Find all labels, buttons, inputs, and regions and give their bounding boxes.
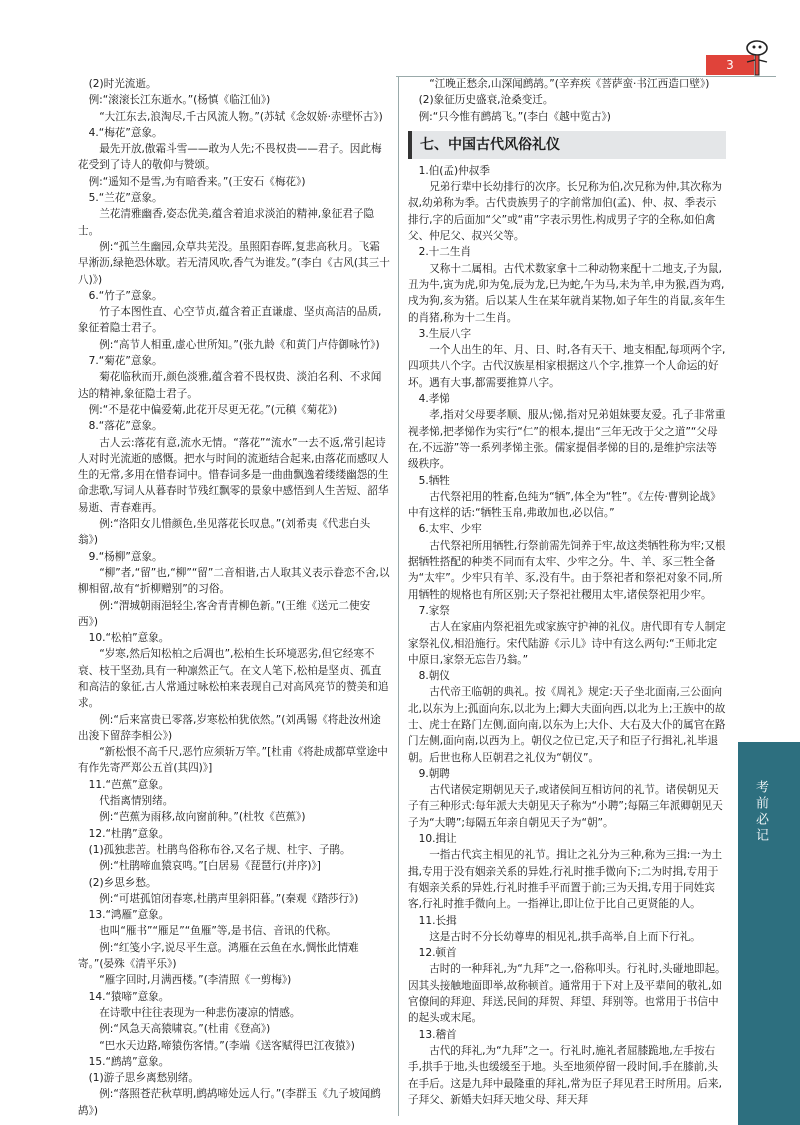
paragraph: 又称十二属相。古代术数家拿十二种动物来配十二地支,子为鼠,丑为牛,寅为虎,卯为兔,辰为龙,巳为蛇,午为马,未为羊,申为猴,酉为鸡,戌为狗,亥为猪。后以某人生在某年就肖某物,如子年生的肖鼠,亥年生的肖猪,称为十二生肖。 [408, 262, 726, 324]
paragraph: 代指离情别绪。 [99, 795, 174, 808]
paragraph: 古代的拜礼,为“九拜”之一。行礼时,施礼者屈膝跪地,左手按右手,拱手于地,头也缓缓至于地。头至地须停留一段时间,手在膝前,头在手后。这是九拜中最隆重的拜礼,常为臣子拜见君王时所用。后来,子拜父、新婚夫妇拜天地父母、拜天拜 [408, 1044, 722, 1106]
sub-heading: 2.十二生肖 [418, 246, 472, 259]
page-number: 3 [706, 55, 754, 75]
paragraph: 8.“落花”意象。 [88, 420, 163, 433]
paragraph: 13.“鸿雁”意象。 [88, 909, 170, 922]
paragraph: 例:“遥知不是雪,为有暗香来。”(王安石《梅花》) [88, 175, 306, 188]
paragraph: 菊花临秋而开,颜色淡雅,蕴含着不畏权贵、淡泊名利、不求闻达的精神,象征隐士君子。 [78, 371, 382, 400]
paragraph: 9.“杨柳”意象。 [88, 550, 163, 563]
paragraph: 孝,指对父母要孝顺、服从;悌,指对兄弟姐妹要友爱。孔子非常重视孝悌,把孝悌作为实行“仁”的根本,提出“三年无改于父之道”“父母在,不远游”等一系列孝悌主张。儒家提倡孝悌的目的,是维护宗法等级秩序。 [408, 409, 726, 471]
sub-heading: 1.伯(孟)仲叔季 [418, 164, 490, 177]
mascot-icon [744, 38, 770, 78]
sub-heading: 11.长揖 [418, 914, 457, 927]
column-divider [398, 76, 399, 1116]
sub-heading: 9.朝聘 [418, 767, 450, 780]
paragraph: 例:“孤兰生幽园,众草共芜没。虽照阳春晖,复悲高秋月。飞霜早淅沥,绿艳恐休歇。若无清风吹,香气为谁发。”(李白《古风(其三十八)》) [78, 240, 390, 286]
paragraph: “柳”者,“留”也,“柳”“留”二音相谐,古人取其义表示眷恋不舍,以柳相留,故有“折柳赠别”的习俗。 [78, 566, 390, 596]
paragraph: 例:“只今惟有鹧鸪飞。”(李白《越中览古》) [418, 110, 611, 123]
paragraph: 例:“落照苍茫秋草明,鹧鸪啼处远人行。”(李群玉《九子坡闻鹧鸪》) [78, 1088, 381, 1117]
paragraph: 例:“可堪孤馆闭春寒,杜鹃声里斜阳暮。”(秦观《踏莎行》) [99, 892, 359, 905]
paragraph: 古代祭祀用的牲畜,色纯为“牺”,体全为“牲”。《左传·曹刿论战》中有这样的话:“牺牲玉帛,弗敢加也,必以信。” [408, 490, 721, 520]
paragraph: 6.“竹子”意象。 [88, 289, 163, 302]
paragraph: 例:“后来富贵已零落,岁寒松柏犹依然。”(刘禹锡《将赴汝州途出浚下留辞李相公》) [78, 713, 381, 742]
paragraph: 一个人出生的年、月、日、时,各有天干、地支相配,每项两个字,四项共八个字。古代汉族星相家根据这八个字,推算一个人命运的好坏。遇有大事,都需要推算八字。 [408, 344, 726, 389]
paragraph: 11.“芭蕉”意象。 [88, 778, 170, 791]
paragraph: (2)乡思乡愁。 [88, 876, 157, 889]
paragraph: 古代诸侯定期朝见天子,或诸侯间互相访问的礼节。诸侯朝见天子有三种形式:每年派大夫朝见天子称为“小聘”;每隔三年派卿朝见天子为“大聘”;每隔五年亲自朝见天子为“朝”。 [408, 784, 723, 829]
paragraph: (1)游子思乡离愁别绪。 [88, 1072, 199, 1085]
paragraph: 例:“渭城朝雨浥轻尘,客舍青青柳色新。”(王维《送元二使安西》) [78, 599, 371, 628]
paragraph: 也叫“雁书”“雁足”“鱼雁”等,是书信、音讯的代称。 [99, 925, 337, 938]
paragraph: 例:“红笺小字,说尽平生意。鸿雁在云鱼在水,惆怅此情难寄。”(晏殊《清平乐》) [78, 941, 359, 971]
paragraph: (2)时光流逝。 [88, 78, 157, 90]
paragraph: 兰花清雅幽香,姿态优美,蕴含着追求淡泊的精神,象征君子隐士。 [78, 208, 375, 237]
sub-heading: 8.朝仪 [418, 670, 450, 683]
paragraph: 在诗歌中往往表现为一种悲伤凄凉的情感。 [99, 1006, 301, 1019]
paragraph: 10.“松柏”意象。 [88, 632, 170, 645]
paragraph: “江晚正愁余,山深闻鹧鸪。”(辛弃疾《菩萨蛮·书江西造口壁》) [429, 78, 710, 90]
paragraph: 最先开放,傲霜斗雪——敢为人先;不畏权贵——君子。因此梅花受到了诗人的敬仰与赞颂。 [78, 143, 382, 172]
paragraph: 这是古时不分长幼尊卑的相见礼,拱手高举,自上而下行礼。 [429, 930, 701, 943]
paragraph: 7.“菊花”意象。 [88, 355, 163, 368]
right-column [408, 76, 726, 1108]
paragraph: 一指古代宾主相见的礼节。揖让之礼分为三种,称为三揖:一为土揖,专用于没有姻亲关系的异姓,行礼时推手微向下;二为时揖,专用于有姻亲关系的异姓,行礼时推手平而置于前;三为天揖,专用于同姓宾客,行礼时推手微向上。一指禅让,即让位于比自己更贤能的人。 [408, 849, 723, 911]
sub-heading: 10.揖让 [418, 833, 457, 846]
paragraph: 例:“杜鹃啼血猿哀鸣。”[白居易《琵琶行(并序)》] [99, 860, 321, 873]
paragraph: 古人云:落花有意,流水无情。“落花”“流水”一去不返,常引起诗人对时光流逝的感慨。把水与时间的流逝结合起来,由落花而感叹人生的无常,多用在惜春词中。惜春词多是一曲曲飘逸着缕缕幽怨的生命悲歌,写词人从暮春时节残红飘零的景象中感悟到人生苦短、韶华易逝、青春难再。 [78, 436, 389, 514]
paragraph: 例:“芭蕉为雨移,故向窗前种。”(杜牧《芭蕉》) [99, 811, 306, 824]
left-column [78, 76, 390, 1119]
sub-heading: 13.稽首 [418, 1028, 457, 1041]
paragraph: 古代帝王临朝的典礼。按《周礼》规定:天子坐北面南,三公面向北,以东为上;孤面向东,以北为上;卿大夫面向西,以北为上;王族中的故士、虎士在路门左侧,面向南,以东为上;大仆、大右及大仆的属官在路门左侧,面向南,以西为上。朝仪之位已定,天子和臣子行揖礼,礼毕退朝。后世也称人臣朝君之礼仪为“朝仪”。 [408, 686, 726, 764]
side-tab-label: 考前必记 [753, 780, 768, 844]
paragraph: “雁字回时,月满西楼。”(李清照《一剪梅》) [99, 974, 292, 987]
section-title: 七、中国古代风俗礼仪 [408, 131, 726, 159]
sub-heading: 5.牺牲 [418, 474, 450, 487]
paragraph: “巴水天边路,啼猿伤客情。”(李端《送客赋得巴江夜猿》) [99, 1039, 355, 1052]
sub-heading: 6.太牢、少牢 [418, 523, 482, 536]
paragraph: 例:“高节人相重,虚心世所知。”(张九龄《和黄门卢侍御咏竹》) [99, 338, 380, 351]
paragraph: 12.“杜鹃”意象。 [88, 827, 170, 840]
paragraph: 5.“兰花”意象。 [88, 192, 163, 205]
paragraph: 古时的一种拜礼,为“九拜”之一,俗称叩头。行礼时,头碰地即起。因其头接触地面即举,故称顿首。通常用于下对上及平辈间的敬礼,如官僚间的拜迎、拜送,民间的拜贺、拜望、拜别等。也常用于书信中的起头或末尾。 [408, 963, 726, 1025]
paragraph: 古人在家庙内祭祀祖先或家族守护神的礼仪。唐代即有专人制定家祭礼仪,相沿施行。宋代陆游《示儿》诗中有这么两句:“王师北定中原日,家祭无忘告乃翁。” [408, 621, 726, 666]
paragraph: 14.“猿啼”意象。 [88, 990, 170, 1003]
paragraph: 例:“不是花中偏爱菊,此花开尽更无花。”(元稹《菊花》) [88, 403, 338, 416]
paragraph: 例:“洛阳女儿惜颜色,坐见落花长叹息。”(刘希夷《代悲白头翁》) [78, 518, 371, 547]
paragraph: 例:“风急天高猿啸哀。”(杜甫《登高》) [99, 1023, 271, 1036]
paragraph: 15.“鹧鸪”意象。 [88, 1055, 170, 1068]
paragraph: (2)象征历史盛衰,沧桑变迁。 [418, 94, 554, 107]
sub-heading: 3.生辰八字 [418, 327, 472, 340]
paragraph: 兄弟行辈中长幼排行的次序。长兄称为伯,次兄称为仲,其次称为叔,幼弟称为季。古代贵族男子的字前常加伯(孟)、仲、叔、季表示排行,字的后面加“父”或“甫”字表示男性,构成男子字的全称,如伯禽父、仲尼父、叔兴父等。 [408, 181, 722, 243]
paragraph: 4.“梅花”意象。 [88, 126, 163, 139]
sub-heading: 7.家祭 [418, 604, 450, 617]
paragraph: 竹子本图性直、心空节贞,蕴含着正直谦虚、坚贞高洁的品质,象征着隐士君子。 [78, 306, 382, 335]
paragraph: (1)孤独悲苦。杜鹃鸟俗称布谷,又名子规、杜宇、子鹃。 [88, 843, 351, 856]
paragraph: “新松恨不高千尺,恶竹应须斩万竿。”[杜甫《将赴成都草堂途中有作先寄严郑公五首(其四)》] [78, 746, 388, 775]
sub-heading: 12.顿首 [418, 947, 457, 960]
paragraph: “大江东去,浪淘尽,千古风流人物。”(苏轼《念奴娇·赤壁怀古》) [99, 110, 383, 123]
paragraph: “岁寒,然后知松柏之后凋也”,松柏生长环境恶劣,但它经寒不衰、枝干坚劲,具有一种凛然正气。在文人笔下,松柏是坚贞、孤直和高洁的象征,古人常通过咏松柏来表现自己对高风亮节的赞美和追求。 [78, 648, 389, 710]
sub-heading: 4.孝悌 [418, 393, 450, 406]
paragraph: 例:“滚滚长江东逝水。”(杨慎《临江仙》) [88, 94, 271, 107]
paragraph: 古代祭祀所用牺牲,行祭前需先饲养于牢,故这类牺牲称为牢;又根据牺牲搭配的种类不同而有太牢、少牢之分。牛、羊、豕三牲全备为“太牢”。少牢只有羊、豕,没有牛。由于祭祀者和祭祀对象不同,所用牺牲的规格也有所区别;天子祭祀社稷用太牢,诸侯祭祀用少牢。 [408, 539, 726, 601]
